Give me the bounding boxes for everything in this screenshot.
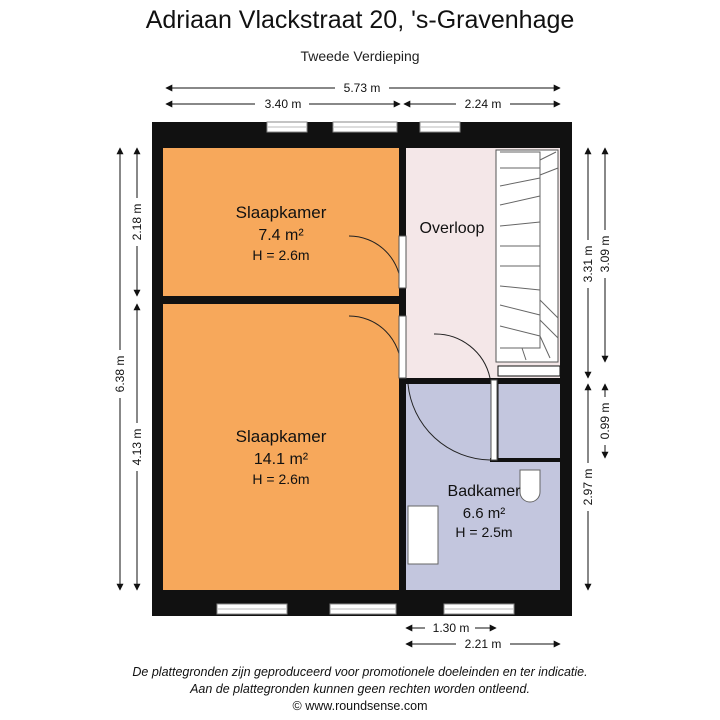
label-slaapkamer-bottom-name: Slaapkamer [235, 427, 327, 446]
dim-top-total: 5.73 m [343, 81, 381, 95]
label-slaapkamer-top-area: 7.4 m² [258, 227, 304, 244]
dim-left-bottom: 4.13 m [130, 428, 144, 466]
room-slaapkamer-bottom [163, 304, 399, 590]
dim-left-total: 6.38 m [113, 355, 127, 393]
label-slaapkamer-bottom-area: 14.1 m² [253, 451, 309, 468]
dim-bottom-inner: 1.30 m [432, 621, 470, 635]
label-slaapkamer-top-name: Slaapkamer [235, 203, 327, 222]
dim-top-left: 3.40 m [264, 97, 302, 111]
dim-bottom-outer: 2.21 m [464, 637, 502, 651]
toilet [520, 470, 540, 502]
disclaimer-line-2: Aan de plattegronden kunnen geen rechten worden ontleend. [190, 682, 530, 696]
sink [408, 506, 438, 564]
door-opening-bottom [399, 316, 406, 378]
dim-right-inner-top: 3.09 m [598, 235, 612, 273]
dim-left-top: 2.18 m [130, 203, 144, 241]
disclaimer-line-1: De plattegronden zijn geproduceerd voor promotionele doeleinden en ter indicatie. [132, 665, 588, 679]
label-badkamer-name: Badkamer [447, 483, 521, 500]
closet-wall [494, 378, 560, 382]
label-badkamer-area: 6.6 m² [462, 505, 506, 522]
room-slaapkamer-top [163, 148, 399, 296]
staircase [496, 150, 560, 376]
dim-right-outer-top: 3.31 m [581, 245, 595, 283]
label-slaapkamer-bottom-height: H = 2.6m [252, 471, 310, 487]
dim-right-bottom: 2.97 m [581, 468, 595, 506]
copyright-link[interactable]: © www.roundsense.com [292, 699, 428, 713]
label-overloop-name: Overloop [419, 220, 485, 237]
label-slaapkamer-top-height: H = 2.6m [252, 247, 310, 263]
dim-top-right: 2.24 m [464, 97, 502, 111]
door-opening-top [399, 236, 406, 288]
label-badkamer-height: H = 2.5m [455, 524, 513, 540]
floor-name: Tweede Verdieping [300, 48, 420, 64]
door-opening-badkamer [491, 380, 497, 460]
page-title: Adriaan Vlackstraat 20, 's-Gravenhage [145, 6, 575, 34]
dim-right-mid: 0.99 m [598, 402, 612, 440]
